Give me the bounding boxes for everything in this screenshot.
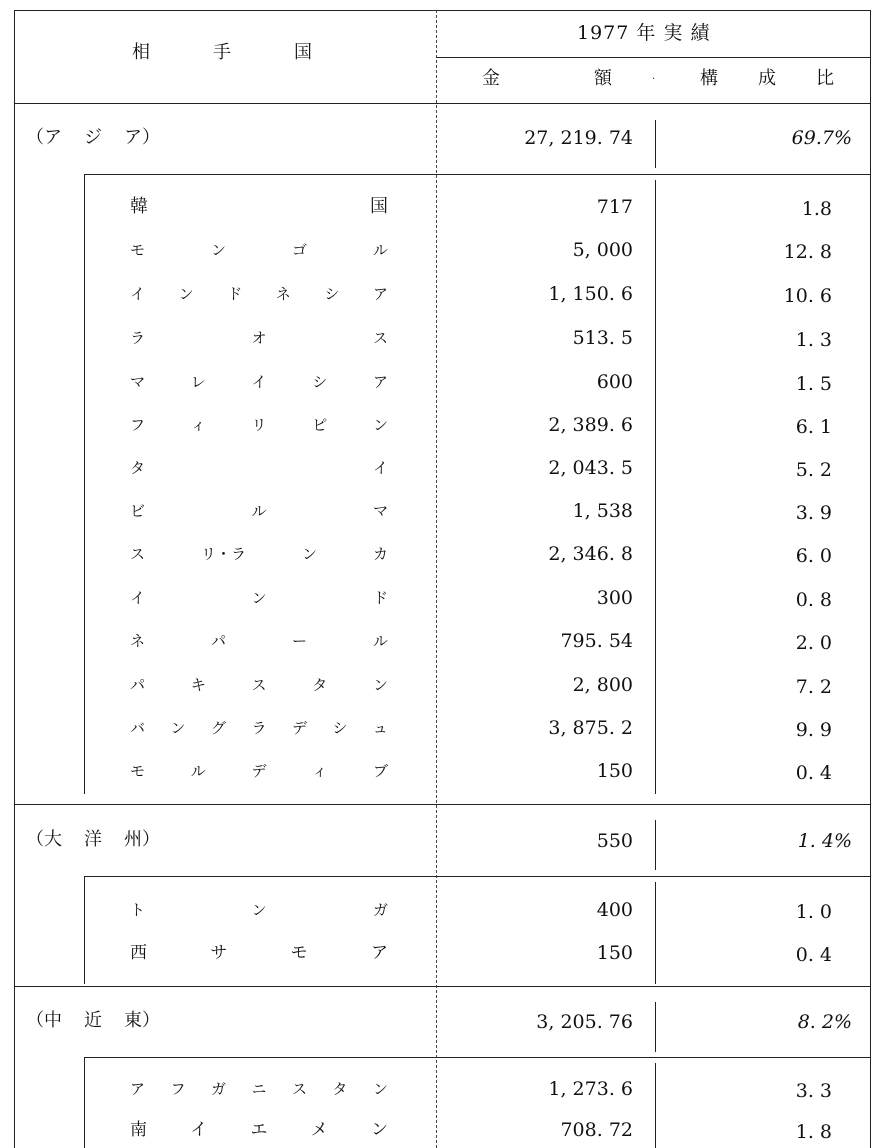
region-asia: （ア ジ ア） [26,127,160,148]
row-ratio: 9. 9 [795,719,832,741]
row-amount: 2, 043. 5 [548,457,633,479]
row-ratio: 3. 9 [795,502,832,524]
row-amount: 600 [596,371,633,393]
row-name: ト ン ガ [130,901,388,919]
region-middle-east-ratio: 8. 2% [797,1011,852,1033]
row-name: イ ン ド ネ シ ア [130,285,388,303]
region-asia-total: 27, 219. 74 [524,127,633,149]
row-name: フ ィ リ ピ ン [130,416,388,434]
row-amount: 2, 389. 6 [548,414,633,436]
row-name: マ レ イ シ ア [130,373,388,391]
row-ratio: 1.8 [801,198,832,220]
row-ratio: 2. 0 [795,632,832,654]
region-asia-divider [655,120,656,168]
region-middle-east: （中 近 東） [26,1010,160,1031]
row-amount: 795. 54 [560,630,633,652]
row-ratio: 1. 8 [795,1121,832,1143]
oceania-bottom-border [14,986,870,987]
row-ratio: 6. 1 [795,416,832,438]
row-name: バ ン グ ラ デ シ ュ [130,719,388,737]
row-ratio: 5. 2 [795,459,832,481]
row-ratio: 0. 4 [795,944,832,966]
row-name: ビ ル マ [130,502,388,520]
row-amount: 708. 72 [560,1119,633,1141]
row-amount: 300 [596,587,633,609]
row-ratio: 1. 0 [795,901,832,923]
row-amount: 2, 346. 8 [548,543,633,565]
row-name: ラ オ ス [130,329,388,347]
oceania-indent-line [84,876,85,984]
header-amount: 金 額 [482,68,612,89]
column-divider-country [436,10,437,1148]
header-year: 1977 年 実 績 [577,22,711,44]
asia-indent-line [84,174,85,794]
header-subdivider [436,57,870,58]
region-oceania: （大 洋 州） [26,829,160,850]
row-name: モ ル デ ィ ブ [130,762,388,780]
row-amount: 150 [596,760,633,782]
table-top-border [14,10,871,11]
row-name: ア フ ガ ニ ス タ ン [130,1080,388,1098]
region-asia-ratio: 69.7% [791,127,852,149]
row-name: ス リ・ラ ン カ [130,545,388,563]
region-oceania-total: 550 [596,830,633,852]
region-middle-east-underline [84,1057,870,1058]
row-ratio: 1. 3 [795,329,832,351]
row-amount: 513. 5 [572,327,633,349]
row-amount: 5, 000 [572,239,633,261]
row-amount: 2, 800 [572,674,633,696]
header-dot: . [652,71,656,82]
row-ratio: 3. 3 [795,1080,832,1102]
row-amount: 3, 875. 2 [548,717,633,739]
middle-east-ratio-divider [655,1063,656,1148]
row-ratio: 10. 6 [783,285,832,307]
row-amount: 1, 538 [572,500,633,522]
row-amount: 1, 273. 6 [548,1078,633,1100]
row-ratio: 0. 8 [795,589,832,611]
region-middle-east-divider [655,1002,656,1052]
region-oceania-underline [84,876,870,877]
table-right-border [870,10,871,1148]
row-amount: 150 [596,942,633,964]
row-name: ネ パ ー ル [130,632,388,650]
row-amount: 1, 150. 6 [548,283,633,305]
table-left-border [14,10,15,1148]
row-name: イ ン ド [130,589,388,607]
region-middle-east-total: 3, 205. 76 [536,1011,633,1033]
region-oceania-ratio: 1. 4% [797,830,852,852]
row-name: タ イ [130,459,388,477]
row-ratio: 7. 2 [795,676,832,698]
header-ratio: 構 成 比 [700,68,834,89]
region-oceania-divider [655,820,656,870]
row-ratio: 0. 4 [795,762,832,784]
row-name: パ キ ス タ ン [130,676,388,694]
middle-east-indent-line [84,1057,85,1148]
row-ratio: 1. 5 [795,373,832,395]
asia-bottom-border [14,804,870,805]
row-name: 韓 国 [130,196,388,217]
row-amount: 400 [596,899,633,921]
oceania-ratio-divider [655,882,656,984]
asia-ratio-divider [655,180,656,794]
header-country: 相 手 国 [132,42,312,63]
row-ratio: 12. 8 [783,241,832,263]
row-name: 南 イ エ メ ン [130,1120,388,1140]
row-ratio: 6. 0 [795,545,832,567]
header-bottom-border [14,103,870,104]
row-amount: 717 [596,196,633,218]
row-name: 西 サ モ ア [130,943,388,963]
region-asia-underline [84,174,870,175]
row-name: モ ン ゴ ル [130,241,388,259]
